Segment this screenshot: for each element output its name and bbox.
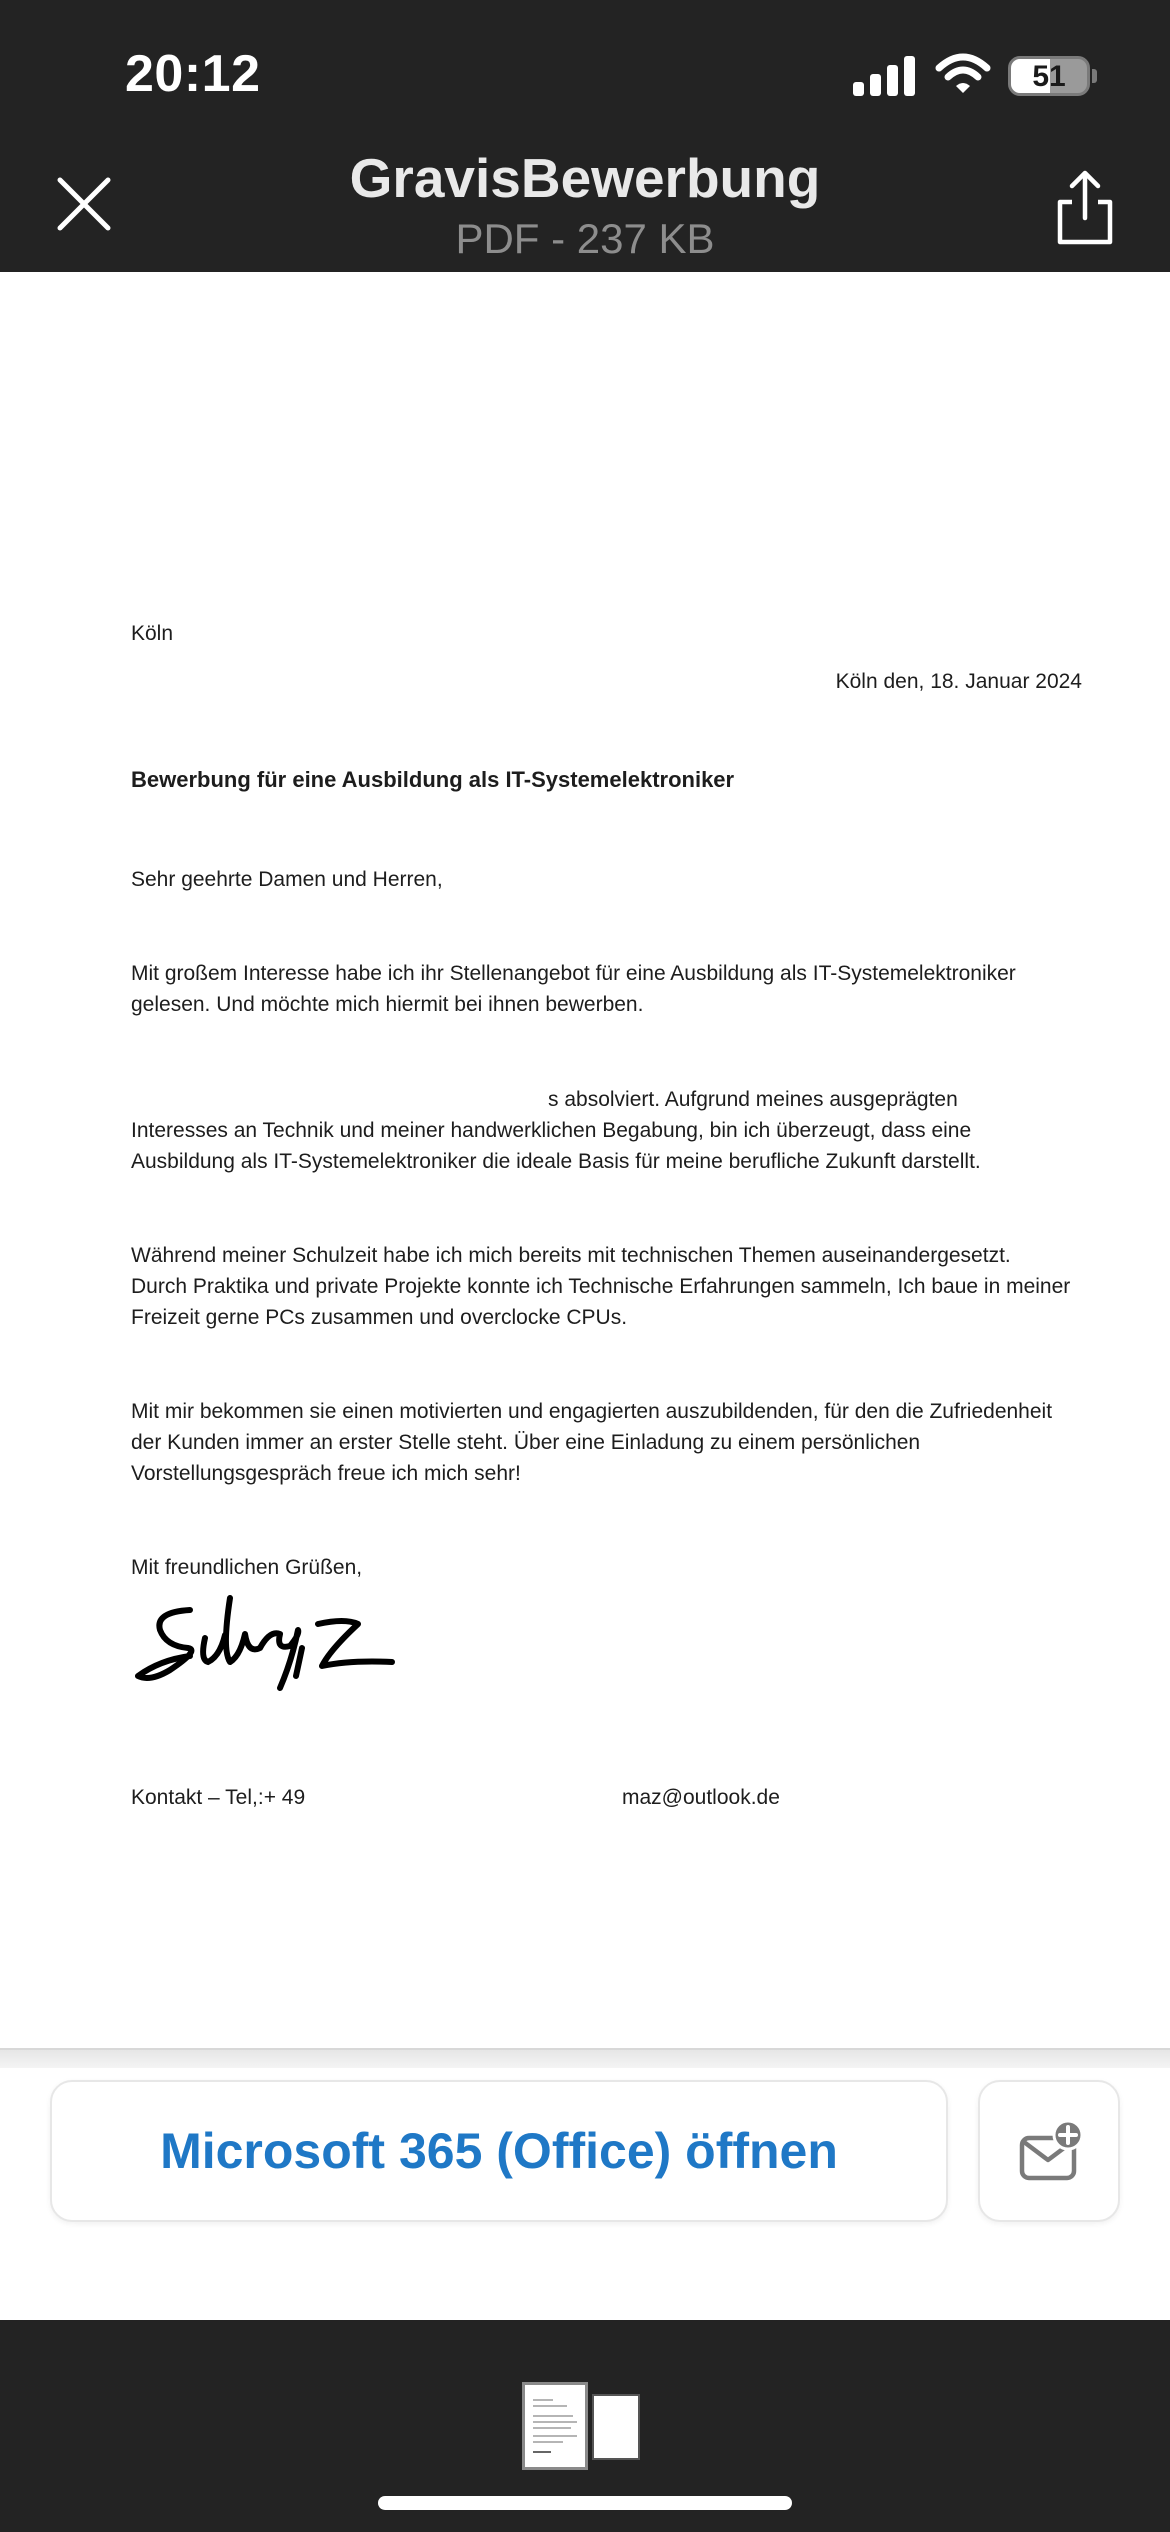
- paragraph-3-line-1: Während meiner Schulzeit habe ich mich bereits mit technischen Themen auseinandergesetzt.: [131, 1244, 1011, 1267]
- status-time: 20:12: [125, 45, 261, 103]
- paragraph-4-line-2: der Kunden immer an erster Stelle steht. Über eine Einladung zu einem persönlichen: [131, 1431, 921, 1454]
- top-bar: [0, 0, 1170, 272]
- contact-phone: Kontakt – Tel,:+ 49: [131, 1786, 306, 1809]
- share-icon[interactable]: [1050, 168, 1120, 248]
- paragraph-2-line-1: s absolviert. Aufgrund meines ausgeprägten: [548, 1088, 958, 1111]
- paragraph-4-line-3: Vorstellungsgespräch freue ich mich sehr!: [131, 1462, 521, 1485]
- bottom-bar: [0, 2320, 1170, 2532]
- letter-closing: Mit freundlichen Grüßen,: [131, 1556, 363, 1579]
- sender-city: Köln: [131, 622, 174, 645]
- cellular-signal-icon: [853, 56, 915, 96]
- paragraph-1-line-2: gelesen. Und möchte mich hiermit bei ihnen bewerben.: [131, 993, 644, 1016]
- signature-image: [130, 1590, 400, 1700]
- home-indicator[interactable]: [378, 2496, 792, 2510]
- wifi-icon: [935, 52, 991, 96]
- letter-subject: Bewerbung für eine Ausbildung als IT-Systemelektroniker: [131, 767, 735, 792]
- page-thumbnail-1[interactable]: [522, 2382, 588, 2470]
- page-shadow-divider: [0, 2048, 1170, 2068]
- battery-percent: 51: [1032, 60, 1066, 93]
- document-title: GravisBewerbung: [349, 147, 821, 209]
- letter-date: Köln den, 18. Januar 2024: [835, 670, 1082, 693]
- paragraph-4-line-1: Mit mir bekommen sie einen motivierten und engagierten auszubildenden, für den die Zufriedenheit: [131, 1400, 1053, 1423]
- letter-salutation: Sehr geehrte Damen und Herren,: [131, 868, 443, 891]
- page-thumbnail-2[interactable]: [592, 2394, 640, 2460]
- contact-email: maz@outlook.de: [622, 1786, 780, 1809]
- mail-add-icon: [1016, 2118, 1086, 2188]
- mail-add-button[interactable]: [978, 2080, 1120, 2222]
- open-in-microsoft-365-button[interactable]: [50, 2080, 948, 2222]
- battery-icon: [1008, 56, 1090, 96]
- document-subtitle: PDF - 237 KB: [455, 215, 715, 262]
- pdf-page[interactable]: [0, 272, 1170, 2050]
- paragraph-2-line-2: Interesses an Technik und meiner handwerklichen Begabung, bin ich überzeugt, dass eine: [131, 1119, 972, 1142]
- paragraph-3-line-2: Durch Praktika und private Projekte konnte ich Technische Erfahrungen sammeln, Ich baue in meiner: [131, 1275, 1071, 1298]
- open-in-microsoft-365-label: Microsoft 365 (Office) öffnen: [160, 2123, 838, 2179]
- battery-tip: [1092, 69, 1097, 83]
- action-area: [0, 2068, 1170, 2320]
- paragraph-2-line-3: Ausbildung als IT-Systemelektroniker die ideale Basis für meine berufliche Zukunft darstellt.: [131, 1150, 981, 1173]
- paragraph-1-line-1: Mit großem Interesse habe ich ihr Stellenangebot für eine Ausbildung als IT-Systemelektroniker: [131, 962, 1016, 985]
- paragraph-3-line-3: Freizeit gerne PCs zusammen und overclocke CPUs.: [131, 1306, 628, 1329]
